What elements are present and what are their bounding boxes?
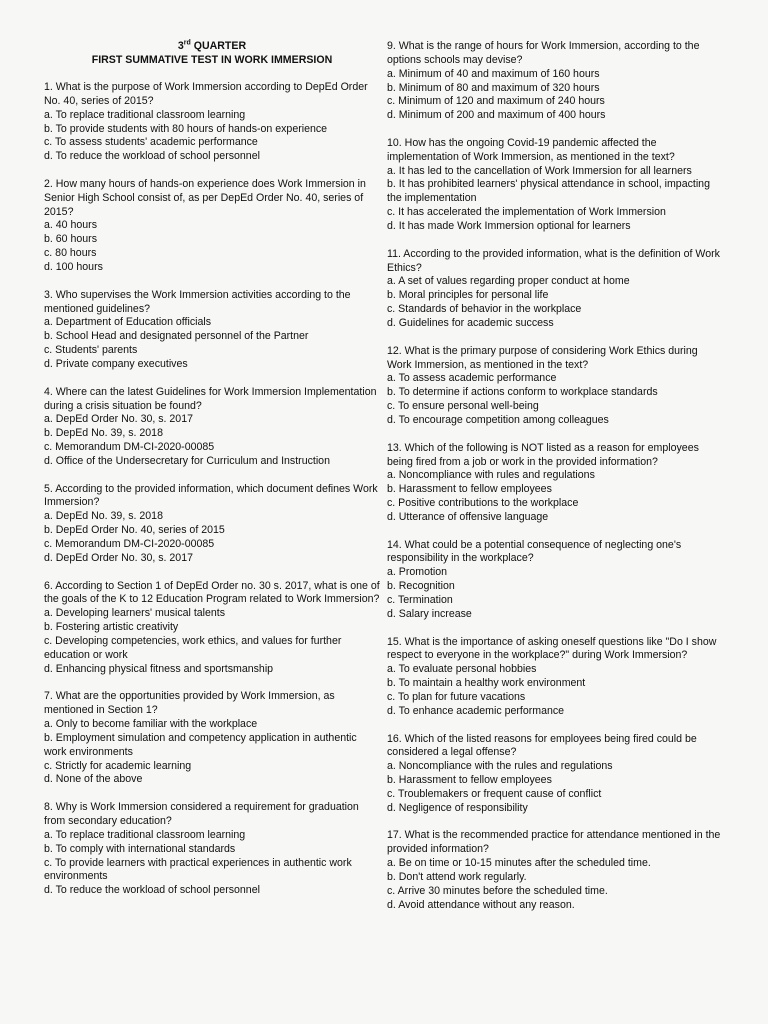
answer-option: a. To replace traditional classroom learning bbox=[44, 828, 246, 841]
answer-option: a. Minimum of 40 and maximum of 160 hours bbox=[387, 67, 600, 80]
question-item bbox=[387, 345, 725, 428]
answer-option: c. Termination bbox=[387, 593, 453, 606]
left-question-list bbox=[44, 81, 380, 898]
question-text: 14. What could be a potential consequence of neglecting one's responsibility in the workplace? bbox=[387, 538, 682, 565]
answer-option: b. Employment simulation and competency application in authentic work environments bbox=[44, 731, 357, 758]
quarter-heading bbox=[44, 40, 380, 54]
answer-option: a. Promotion bbox=[387, 566, 448, 579]
question-item bbox=[44, 386, 380, 469]
question-item bbox=[387, 636, 725, 719]
answer-option: c. Students' parents bbox=[44, 344, 138, 357]
question-text: 3. Who supervises the Work Immersion activities according to the mentioned guidelines? bbox=[44, 288, 351, 315]
answer-option: d. To enhance academic performance bbox=[387, 704, 565, 717]
question-item bbox=[44, 178, 380, 275]
answer-option: b. DepEd Order No. 40, series of 2015 bbox=[44, 524, 225, 537]
answer-option: b. It has prohibited learners' physical attendance in school, impacting the implementation bbox=[387, 178, 710, 205]
right-column bbox=[387, 40, 725, 926]
question-text: 17. What is the recommended practice for attendance mentioned in the provided information? bbox=[387, 829, 721, 856]
answer-option: b. To determine if actions conform to workplace standards bbox=[387, 386, 658, 399]
answer-option: a. Department of Education officials bbox=[44, 316, 212, 329]
answer-option: d. None of the above bbox=[44, 773, 143, 786]
question-item bbox=[44, 801, 380, 898]
question-item bbox=[44, 690, 380, 787]
answer-option: c. Memorandum DM-CI-2020-00085 bbox=[44, 441, 215, 454]
answer-option: b. Moral principles for personal life bbox=[387, 289, 549, 302]
answer-option: d. To reduce the workload of school personnel bbox=[44, 150, 260, 163]
answer-option: b. 60 hours bbox=[44, 233, 98, 246]
answer-option: a. Developing learners' musical talents bbox=[44, 607, 226, 620]
question-text: 15. What is the importance of asking oneself questions like "Do I show respect to everyone in the workplace?" during Work Immersion? bbox=[387, 635, 717, 662]
test-header bbox=[44, 40, 380, 67]
answer-option: c. 80 hours bbox=[44, 247, 97, 260]
question-item bbox=[387, 137, 725, 234]
test-title: FIRST SUMMATIVE TEST IN WORK IMMERSION bbox=[91, 53, 333, 66]
quarter-word: QUARTER bbox=[193, 40, 247, 52]
answer-option: c. Positive contributions to the workplace bbox=[387, 497, 579, 510]
answer-option: b. Harassment to fellow employees bbox=[387, 483, 552, 496]
answer-option: c. Arrive 30 minutes before the scheduled time. bbox=[387, 884, 608, 897]
question-text: 11. According to the provided information, what is the definition of Work Ethics? bbox=[387, 247, 720, 274]
question-text: 2. How many hours of hands-on experience does Work Immersion in Senior High School consist of, as per DepEd Order No. 40, series of 2015? bbox=[44, 177, 366, 218]
question-item bbox=[387, 40, 725, 123]
question-text: 5. According to the provided information, which document defines Work Immersion? bbox=[44, 482, 378, 509]
answer-option: c. It has accelerated the implementation of Work Immersion bbox=[387, 206, 666, 219]
question-text: 13. Which of the following is NOT listed as a reason for employees being fired from a job or work in the provided information? bbox=[387, 441, 699, 468]
question-item bbox=[44, 289, 380, 372]
answer-option: d. It has made Work Immersion optional for learners bbox=[387, 220, 631, 233]
answer-option: d. DepEd Order No. 30, s. 2017 bbox=[44, 551, 193, 564]
question-item bbox=[387, 829, 725, 912]
answer-option: c. Minimum of 120 and maximum of 240 hours bbox=[387, 95, 605, 108]
answer-option: a. To evaluate personal hobbies bbox=[387, 663, 537, 676]
answer-option: a. Noncompliance with rules and regulations bbox=[387, 469, 595, 482]
question-item bbox=[387, 248, 725, 331]
answer-option: a. A set of values regarding proper conduct at home bbox=[387, 275, 630, 288]
answer-option: d. Guidelines for academic success bbox=[387, 316, 554, 329]
question-item bbox=[387, 539, 725, 622]
answer-option: a. Only to become familiar with the workplace bbox=[44, 718, 258, 731]
answer-option: d. Negligence of responsibility bbox=[387, 801, 528, 814]
answer-option: d. Avoid attendance without any reason. bbox=[387, 898, 575, 911]
question-item bbox=[44, 580, 380, 677]
question-text: 6. According to Section 1 of DepEd Order no. 30 s. 2017, what is one of the goals of the K to 12 Education Program related to Work Immersion? bbox=[44, 579, 380, 606]
question-text: 10. How has the ongoing Covid-19 pandemic affected the implementation of Work Immersion, as mentioned in the text? bbox=[387, 136, 675, 163]
question-item bbox=[387, 733, 725, 816]
answer-option: b. To maintain a healthy work environment bbox=[387, 677, 586, 690]
answer-option: c. To ensure personal well-being bbox=[387, 400, 539, 413]
answer-option: c. Standards of behavior in the workplace bbox=[387, 303, 582, 316]
quarter-number: 3 bbox=[177, 40, 184, 52]
answer-option: a. To assess academic performance bbox=[387, 372, 557, 385]
question-text: 7. What are the opportunities provided by Work Immersion, as mentioned in Section 1? bbox=[44, 690, 335, 717]
question-item bbox=[387, 442, 725, 525]
answer-option: d. Private company executives bbox=[44, 357, 188, 370]
answer-option: d. Utterance of offensive language bbox=[387, 510, 549, 523]
answer-option: d. Minimum of 200 and maximum of 400 hours bbox=[387, 109, 606, 122]
answer-option: a. DepEd No. 39, s. 2018 bbox=[44, 510, 163, 523]
answer-option: c. Memorandum DM-CI-2020-00085 bbox=[44, 538, 215, 551]
answer-option: d. 100 hours bbox=[44, 261, 103, 273]
answer-option: c. To provide learners with practical experiences in authentic work environments bbox=[44, 856, 352, 883]
answer-option: a. DepEd Order No. 30, s. 2017 bbox=[44, 413, 193, 426]
answer-option: d. To encourage competition among colleagues bbox=[387, 413, 609, 426]
answer-option: d. Enhancing physical fitness and sportsmanship bbox=[44, 662, 274, 675]
answer-option: c. Developing competencies, work ethics, and values for further education or work bbox=[44, 634, 342, 661]
question-text: 1. What is the purpose of Work Immersion according to DepEd Order No. 40, series of 2015? bbox=[44, 80, 368, 107]
answer-option: a. To replace traditional classroom learning bbox=[44, 108, 246, 121]
answer-option: c. Troublemakers or frequent cause of conflict bbox=[387, 787, 602, 800]
answer-option: c. Strictly for academic learning bbox=[44, 759, 192, 772]
answer-option: b. Harassment to fellow employees bbox=[387, 774, 552, 787]
question-text: 12. What is the primary purpose of considering Work Ethics during Work Immersion, as mentioned in the text? bbox=[387, 344, 698, 371]
answer-option: c. To plan for future vacations bbox=[387, 690, 526, 703]
question-text: 8. Why is Work Immersion considered a requirement for graduation from secondary education? bbox=[44, 801, 359, 828]
answer-option: b. School Head and designated personnel of the Partner bbox=[44, 330, 309, 343]
left-column bbox=[44, 40, 380, 912]
quarter-ordinal: rd bbox=[183, 39, 191, 47]
answer-option: b. Don't attend work regularly. bbox=[387, 871, 527, 883]
answer-option: a. Noncompliance with the rules and regulations bbox=[387, 760, 613, 773]
answer-option: b. Fostering artistic creativity bbox=[44, 621, 179, 634]
question-text: 9. What is the range of hours for Work Immersion, according to the options schools may devise? bbox=[387, 40, 700, 66]
answer-option: d. Office of the Undersecretary for Curriculum and Instruction bbox=[44, 454, 330, 467]
question-text: 16. Which of the listed reasons for employees being fired could be considered a legal offense? bbox=[387, 732, 697, 759]
answer-option: b. To provide students with 80 hours of hands-on experience bbox=[44, 122, 328, 135]
answer-option: a. Be on time or 10-15 minutes after the scheduled time. bbox=[387, 857, 651, 870]
answer-option: b. Recognition bbox=[387, 580, 455, 593]
question-item bbox=[44, 81, 380, 164]
question-item bbox=[44, 483, 380, 566]
answer-option: a. 40 hours bbox=[44, 219, 98, 232]
answer-option: a. It has led to the cancellation of Work Immersion for all learners bbox=[387, 164, 692, 177]
answer-option: b. Minimum of 80 and maximum of 320 hours bbox=[387, 81, 600, 94]
right-question-list bbox=[387, 40, 725, 913]
answer-option: b. To comply with international standards bbox=[44, 842, 236, 855]
answer-option: b. DepEd No. 39, s. 2018 bbox=[44, 427, 163, 440]
answer-option: c. To assess students' academic performance bbox=[44, 136, 258, 149]
answer-option: d. Salary increase bbox=[387, 607, 472, 620]
question-text: 4. Where can the latest Guidelines for Work Immersion Implementation during a crisis situation be found? bbox=[44, 385, 377, 412]
answer-option: d. To reduce the workload of school personnel bbox=[44, 884, 260, 897]
